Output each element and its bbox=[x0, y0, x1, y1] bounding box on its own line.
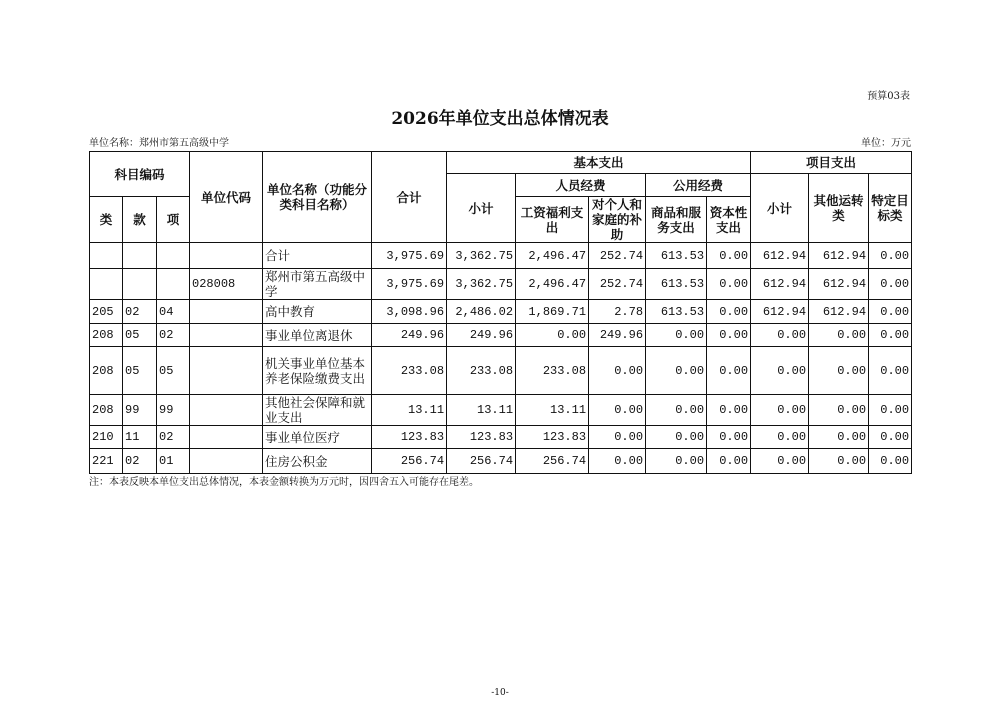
cell-amount: 249.96 bbox=[589, 324, 646, 347]
header-lei: 类 bbox=[90, 197, 123, 243]
cell-amount: 0.00 bbox=[707, 324, 751, 347]
cell-unit-name: 高中教育 bbox=[263, 300, 372, 324]
cell-amount: 233.08 bbox=[372, 347, 447, 395]
page-title: 2026年单位支出总体情况表 bbox=[391, 109, 609, 129]
cell-amount: 2,496.47 bbox=[516, 269, 589, 300]
header-basic: 基本支出 bbox=[447, 152, 751, 174]
cell-amount: 3,362.75 bbox=[447, 243, 516, 269]
cell-amount: 233.08 bbox=[447, 347, 516, 395]
cell-amount: 1,869.71 bbox=[516, 300, 589, 324]
cell-amount: 0.00 bbox=[751, 395, 809, 426]
cell-amount: 0.00 bbox=[516, 324, 589, 347]
cell-amount: 612.94 bbox=[751, 300, 809, 324]
cell-amount: 0.00 bbox=[869, 269, 912, 300]
cell-amount: 249.96 bbox=[372, 324, 447, 347]
cell-unit-code: 028008 bbox=[190, 269, 263, 300]
cell-amount: 0.00 bbox=[751, 426, 809, 449]
table-row bbox=[90, 449, 912, 474]
cell-amount: 0.00 bbox=[589, 347, 646, 395]
cell-amount: 0.00 bbox=[589, 426, 646, 449]
cell-unit-code bbox=[190, 449, 263, 474]
cell-amount: 612.94 bbox=[809, 300, 869, 324]
cell-xiang: 99 bbox=[157, 395, 190, 426]
header-xiang: 项 bbox=[157, 197, 190, 243]
cell-unit-code bbox=[190, 395, 263, 426]
cell-xiang: 02 bbox=[157, 324, 190, 347]
header-wages: 工资福利支出 bbox=[516, 197, 589, 243]
cell-unit-code bbox=[190, 300, 263, 324]
cell-unit-name: 其他社会保障和就业支出 bbox=[263, 395, 372, 426]
expenditure-table bbox=[89, 151, 912, 474]
cell-amount: 0.00 bbox=[751, 324, 809, 347]
header-personnel: 人员经费 bbox=[516, 174, 646, 197]
cell-kuan: 02 bbox=[123, 449, 157, 474]
cell-amount: 3,098.96 bbox=[372, 300, 447, 324]
cell-lei bbox=[90, 243, 123, 269]
cell-unit-name: 合计 bbox=[263, 243, 372, 269]
cell-amount: 0.00 bbox=[869, 324, 912, 347]
cell-amount: 0.00 bbox=[646, 324, 707, 347]
cell-amount: 612.94 bbox=[751, 269, 809, 300]
currency-unit-label: 单位：万元 bbox=[861, 138, 911, 149]
table-row bbox=[90, 426, 912, 449]
cell-unit-name: 事业单位医疗 bbox=[263, 426, 372, 449]
cell-amount: 0.00 bbox=[707, 269, 751, 300]
cell-amount: 0.00 bbox=[751, 449, 809, 474]
cell-unit-name: 住房公积金 bbox=[263, 449, 372, 474]
cell-unit-name: 机关事业单位基本养老保险缴费支出 bbox=[263, 347, 372, 395]
cell-amount: 3,975.69 bbox=[372, 243, 447, 269]
cell-kuan: 05 bbox=[123, 347, 157, 395]
cell-amount: 613.53 bbox=[646, 300, 707, 324]
cell-amount: 612.94 bbox=[751, 243, 809, 269]
cell-amount: 0.00 bbox=[809, 426, 869, 449]
cell-amount: 123.83 bbox=[516, 426, 589, 449]
cell-amount: 0.00 bbox=[869, 347, 912, 395]
cell-amount: 13.11 bbox=[447, 395, 516, 426]
cell-amount: 0.00 bbox=[707, 449, 751, 474]
cell-lei: 205 bbox=[90, 300, 123, 324]
table-row bbox=[90, 243, 912, 269]
cell-amount: 0.00 bbox=[707, 243, 751, 269]
cell-unit-code bbox=[190, 347, 263, 395]
header-kuan: 款 bbox=[123, 197, 157, 243]
cell-amount: 0.00 bbox=[707, 426, 751, 449]
cell-kuan: 05 bbox=[123, 324, 157, 347]
cell-kuan bbox=[123, 243, 157, 269]
cell-amount: 612.94 bbox=[809, 269, 869, 300]
cell-amount: 3,362.75 bbox=[447, 269, 516, 300]
cell-unit-name: 郑州市第五高级中学 bbox=[263, 269, 372, 300]
cell-xiang: 05 bbox=[157, 347, 190, 395]
cell-unit-name: 事业单位离退休 bbox=[263, 324, 372, 347]
cell-xiang bbox=[157, 243, 190, 269]
header-specific: 特定目标类 bbox=[869, 174, 912, 243]
table-row bbox=[90, 300, 912, 324]
cell-lei: 221 bbox=[90, 449, 123, 474]
cell-amount: 13.11 bbox=[516, 395, 589, 426]
cell-kuan: 11 bbox=[123, 426, 157, 449]
cell-lei: 210 bbox=[90, 426, 123, 449]
header-basic-subtotal: 小计 bbox=[447, 174, 516, 243]
cell-amount: 0.00 bbox=[646, 426, 707, 449]
cell-amount: 0.00 bbox=[809, 449, 869, 474]
cell-amount: 13.11 bbox=[372, 395, 447, 426]
cell-unit-code bbox=[190, 426, 263, 449]
cell-amount: 2,486.02 bbox=[447, 300, 516, 324]
cell-amount: 0.00 bbox=[809, 324, 869, 347]
cell-lei: 208 bbox=[90, 395, 123, 426]
cell-amount: 0.00 bbox=[707, 300, 751, 324]
cell-kuan: 02 bbox=[123, 300, 157, 324]
cell-lei: 208 bbox=[90, 324, 123, 347]
cell-amount: 0.00 bbox=[646, 395, 707, 426]
header-subsidy: 对个人和家庭的补助 bbox=[589, 197, 646, 243]
unit-name-label: 单位名称：郑州市第五高级中学 bbox=[89, 138, 229, 149]
header-unit-code: 单位代码 bbox=[190, 152, 263, 243]
cell-unit-code bbox=[190, 324, 263, 347]
table-row bbox=[90, 395, 912, 426]
cell-amount: 0.00 bbox=[869, 426, 912, 449]
cell-amount: 0.00 bbox=[589, 395, 646, 426]
cell-amount: 612.94 bbox=[809, 243, 869, 269]
cell-xiang: 02 bbox=[157, 426, 190, 449]
cell-lei bbox=[90, 269, 123, 300]
cell-amount: 0.00 bbox=[646, 347, 707, 395]
header-capital: 资本性支出 bbox=[707, 197, 751, 243]
cell-amount: 252.74 bbox=[589, 269, 646, 300]
cell-amount: 256.74 bbox=[447, 449, 516, 474]
cell-lei: 208 bbox=[90, 347, 123, 395]
cell-amount: 123.83 bbox=[447, 426, 516, 449]
cell-amount: 256.74 bbox=[372, 449, 447, 474]
form-number: 预算03表 bbox=[867, 91, 910, 102]
cell-amount: 0.00 bbox=[869, 449, 912, 474]
header-public: 公用经费 bbox=[646, 174, 751, 197]
cell-amount: 0.00 bbox=[707, 395, 751, 426]
table-row bbox=[90, 347, 912, 395]
footnote: 注：本表反映本单位支出总体情况，本表金额转换为万元时，因四舍五入可能存在尾差。 bbox=[89, 477, 479, 488]
cell-amount: 0.00 bbox=[869, 395, 912, 426]
cell-kuan: 99 bbox=[123, 395, 157, 426]
cell-xiang: 01 bbox=[157, 449, 190, 474]
cell-amount: 0.00 bbox=[869, 300, 912, 324]
cell-amount: 613.53 bbox=[646, 243, 707, 269]
cell-amount: 0.00 bbox=[809, 347, 869, 395]
cell-amount: 2,496.47 bbox=[516, 243, 589, 269]
cell-amount: 3,975.69 bbox=[372, 269, 447, 300]
table-row bbox=[90, 269, 912, 300]
cell-amount: 123.83 bbox=[372, 426, 447, 449]
header-unit-name: 单位名称（功能分类科目名称） bbox=[263, 152, 372, 243]
header-project-subtotal: 小计 bbox=[751, 174, 809, 243]
cell-amount: 0.00 bbox=[869, 243, 912, 269]
cell-kuan bbox=[123, 269, 157, 300]
header-other: 其他运转类 bbox=[809, 174, 869, 243]
cell-amount: 0.00 bbox=[809, 395, 869, 426]
cell-xiang bbox=[157, 269, 190, 300]
cell-amount: 2.78 bbox=[589, 300, 646, 324]
page-number: -10- bbox=[491, 688, 509, 698]
cell-amount: 613.53 bbox=[646, 269, 707, 300]
cell-amount: 252.74 bbox=[589, 243, 646, 269]
table-row bbox=[90, 324, 912, 347]
cell-amount: 256.74 bbox=[516, 449, 589, 474]
cell-amount: 0.00 bbox=[751, 347, 809, 395]
cell-amount: 0.00 bbox=[707, 347, 751, 395]
cell-amount: 249.96 bbox=[447, 324, 516, 347]
header-subject-code: 科目编码 bbox=[90, 152, 190, 197]
header-goods: 商品和服务支出 bbox=[646, 197, 707, 243]
cell-amount: 0.00 bbox=[646, 449, 707, 474]
cell-amount: 0.00 bbox=[589, 449, 646, 474]
cell-unit-code bbox=[190, 243, 263, 269]
header-total: 合计 bbox=[372, 152, 447, 243]
cell-xiang: 04 bbox=[157, 300, 190, 324]
cell-amount: 233.08 bbox=[516, 347, 589, 395]
header-project: 项目支出 bbox=[751, 152, 912, 174]
